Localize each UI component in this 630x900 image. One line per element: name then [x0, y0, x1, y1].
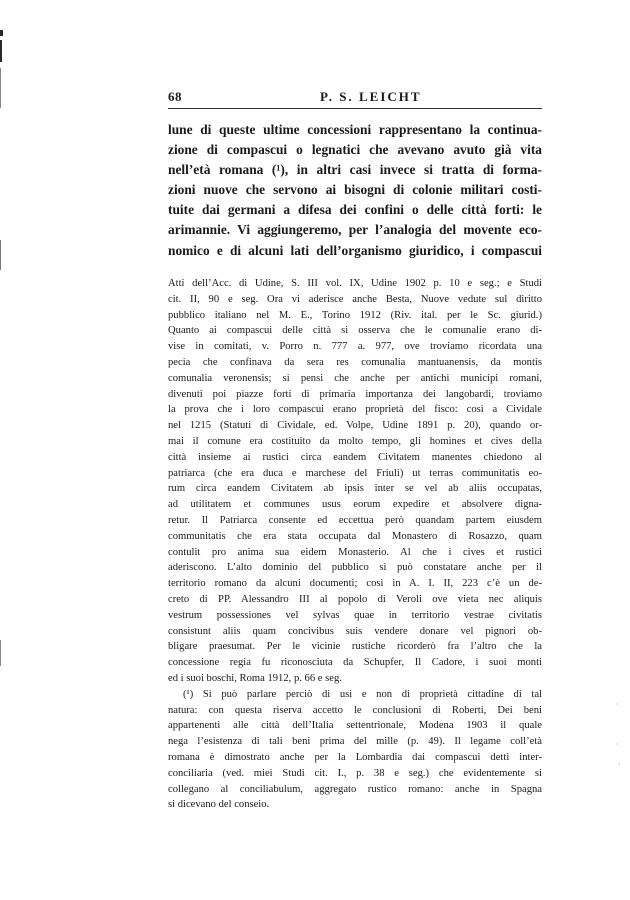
footnote-line: Atti dell’Acc. di Udine, S. III vol. IX, Udine 1902 p. 10 e seg.; e Studi — [168, 278, 542, 289]
footnote-line: aderiscono. L’alto dominio del pubblico si può constatare anche per il — [168, 562, 542, 574]
footnote-line: creto di PP. Alessandro III al popolo di Veroli ove vieta nec aliquis — [168, 593, 542, 605]
footnote-line: ad utilitatem et communes usus eorum expedire et absolvere digna- — [168, 499, 542, 511]
footnote-line: communitatis che era stata occupata dal Monastero di Rosazzo, quam — [168, 530, 542, 542]
footnote-line: pecia che confinava da sera res comunalia mantuanensis, da montis — [168, 356, 542, 368]
footnote-line: città insieme ai rustici circa eandem Civitatem manentes chiedono al — [168, 451, 542, 463]
running-head: P. S. LEICHT — [320, 89, 422, 104]
scan-edge-mark — [0, 68, 1, 108]
footnote-line: collegano al conciliabulum, aggregato rustico romano: anche in Spagna — [168, 783, 542, 795]
footnote-line: vise in comitati, v. Porro n. 777 a. 977, ove troviamo ricordata una — [168, 341, 542, 353]
footnote-line: natura: con questa riserva accetto le conclusioni di Roberti, Dei beni — [168, 704, 542, 716]
footnote-line: si dicevano del conseio. — [168, 799, 270, 811]
footnote-line: vestrum possessiones vel sylvas quae in territorio vestrae civitatis — [168, 609, 542, 621]
body-line: zione di compascui o legnatici che avevano avuto già vita — [168, 142, 542, 158]
scan-speck: · — [616, 700, 619, 709]
scan-edge-mark — [0, 30, 3, 36]
body-line: nell’età romana (¹), in altri casi invece si tratta di forma- — [168, 162, 542, 178]
footnote-line: ed i suoi boschi, Roma 1912, p. 66 e seg. — [168, 672, 342, 684]
scan-edge-mark — [0, 40, 2, 62]
footnote-line: la prova che i loro compascui erano proprietà del fisco: così a Cividale — [168, 404, 542, 416]
footnote-line: mai il comune era costituito da molto tempo, gli homines et cives della — [168, 435, 542, 447]
scan-speck: · — [616, 740, 619, 749]
footnote-line: territorio romano da alcuni documenti; così in A. I. II, 223 c’è un de- — [168, 578, 542, 590]
footnote-line: patriarca (che era duca e marchese del Friuli) ut terras communitatis eo- — [168, 467, 542, 479]
footnote-line: nel 1215 (Statuti di Cividale, ed. Volpe, Udine 1891 p. 20), quando or- — [168, 420, 542, 432]
footnote-line: consistunt aliis quam concivibus suis vendere donare vel pignori ob- — [168, 625, 542, 637]
footnote-line: rum circa eandem Civitatem ab ipsis inter se vel ab aliis occupatas, — [168, 483, 542, 495]
body-line: nomico e di alcuni lati dell’organismo giuridico, i compascui — [168, 242, 542, 258]
body-line: tuite dai germani a difesa dei confini o delle città forti: le — [168, 202, 542, 218]
footnote-line: conciliaria (ved. miei Studi cit. I., p. 38 e seg.) che evidentemente si — [168, 767, 542, 779]
body-line: arimannie. Vi aggiungeremo, per l’analogia del movente eco- — [168, 222, 542, 238]
scan-edge-mark — [0, 240, 1, 270]
footnote-line: contulit pro anima sua eidem Monasterio. Al che i cives et rustici — [168, 546, 542, 558]
footnote-line: appartenenti alle città dell’Italia settentrionale, Modena 1903 il quale — [168, 720, 542, 732]
footnote-line: romana è dimostrato anche per la Lombardia dai compascui detti inter- — [168, 751, 542, 763]
footnote-line: concessione regia fu riconosciuta da Schupfer, Il Cadore, i suoi monti — [168, 657, 542, 669]
footnote-line: retur. Il Patriarca consente ed eccettua però quandam partem eiusdem — [168, 514, 542, 526]
footnote-line: pubblico italiano nel M. E., Torino 1912 (Riv. ital. per le Sc. giurid.) — [168, 309, 542, 321]
scan-edge-mark — [0, 640, 1, 666]
page-number: 68 — [168, 89, 182, 104]
footnote-line: bligare praesumat. Per le vicinie rustiche ricorderò fra l’altro che la — [168, 641, 542, 653]
footnote-line: nega l’esistenza di tali beni prima del mille (p. 49). Il legame coll’età — [168, 736, 542, 748]
footnotes — [168, 276, 542, 813]
footnote-line: cit. II, 90 e seg. Ora vi aderisce anche Besta, Nuove vedute sul diritto — [168, 293, 542, 305]
footnote-line: Quanto ai compascui delle città si osserva che le comunalie erano di- — [168, 325, 542, 337]
header-rule — [168, 108, 542, 109]
footnote-line: (¹) Si può parlare perciò di usi e non di proprietà cittadine di tal — [183, 688, 542, 700]
footnote-line: comunalia veronensis; si pensi che anche per antichi municipi romani, — [168, 372, 542, 384]
scan-speck: · — [618, 760, 621, 769]
footnote-line: divenuti poi piazze forti di primaria importanza dei langobardi, troviamo — [168, 388, 542, 400]
body-line: zioni nuove che servono ai bisogni di colonie militari costi- — [168, 182, 542, 198]
body-text — [168, 120, 542, 261]
body-line: lune di queste ultime concessioni rappresentano la continua- — [168, 122, 542, 137]
